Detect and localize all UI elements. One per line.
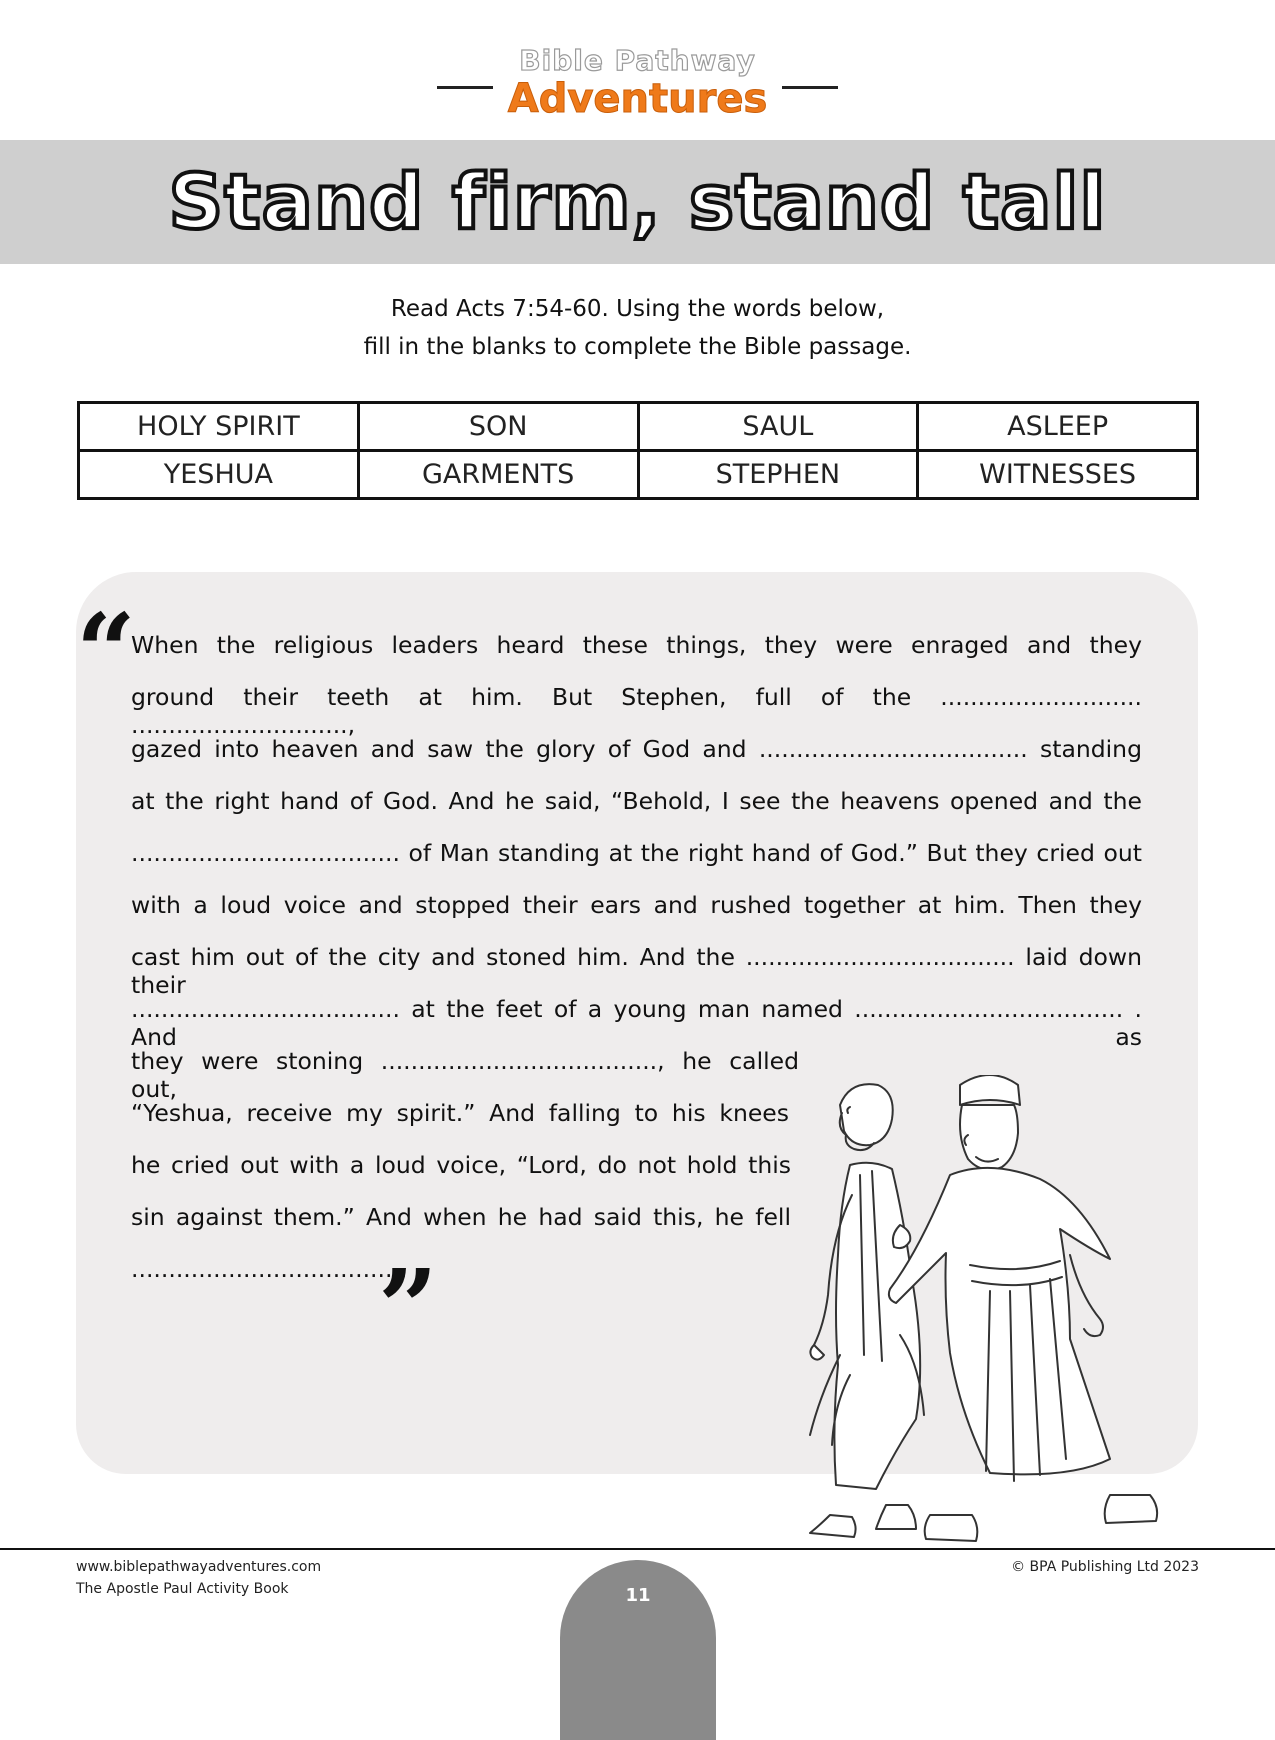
word-bank-cell: SON [358,403,638,451]
word-bank-table [77,401,1199,500]
close-quote-mark: ” [378,1246,438,1369]
passage-line: ground their teeth at him. But Stephen, full of the ........................... ............................., [131,683,1142,739]
passage-line: .................................... of Man standing at the right hand of God.” But they cried out [131,839,1142,867]
logo-main-text: Adventures [507,76,768,122]
footer-book-title: The Apostle Paul Activity Book [76,1581,289,1597]
footer-rule [0,1548,1275,1550]
instructions-line-2: fill in the blanks to complete the Bible passage. [363,334,912,360]
instructions [0,290,1275,366]
instructions-line-1: Read Acts 7:54-60. Using the words below, [390,296,885,322]
page-title: Stand firm, stand tall [168,157,1107,246]
passage-line: at the right hand of God. And he said, “Behold, I see the heavens opened and the [131,787,1142,815]
passage-line: with a loud voice and stopped their ears and rushed together at him. Then they [131,891,1142,919]
word-bank-cell: GARMENTS [358,451,638,499]
footer-copyright: © BPA Publishing Ltd 2023 [1011,1559,1199,1575]
passage-line: ..................................... . [131,1255,423,1283]
passage-line: .................................... at the feet of a young man named .................................... . And as [131,995,1142,1051]
word-bank-row [79,403,1198,451]
saul-figure-icon [889,1075,1157,1541]
footer-website[interactable]: www.biblepathwayadventures.com [76,1559,322,1575]
word-bank-cell: WITNESSES [918,451,1198,499]
passage-line: “Yeshua, receive my spirit.” And falling to his knees [131,1099,789,1127]
page-number: 11 [625,1585,651,1606]
footer-left [76,1556,321,1600]
logo-top-text: Bible Pathway [519,44,756,77]
passage-line: gazed into heaven and saw the glory of God and .................................... standing [131,735,1142,763]
passage-line: sin against them.” And when he had said this, he fell [131,1203,791,1231]
publisher-logo [0,38,1275,128]
word-bank-cell: STEPHEN [638,451,918,499]
word-bank-cell: HOLY SPIRIT [79,403,359,451]
passage-line: they were stoning ....................................., he called out, [131,1047,799,1103]
stephen-figure-icon [810,1084,924,1537]
word-bank-cell: SAUL [638,403,918,451]
word-bank-cell: YESHUA [79,451,359,499]
word-bank-row [79,451,1198,499]
stephen-and-saul-illustration [800,1075,1180,1545]
passage-line: cast him out of the city and stoned him. And the .................................... laid down their [131,943,1142,999]
title-band [0,140,1275,264]
open-quote-mark: “ [76,590,136,713]
passage-line: When the religious leaders heard these things, they were enraged and they [131,631,1142,659]
word-bank-cell: ASLEEP [918,403,1198,451]
passage-line: he cried out with a loud voice, “Lord, do not hold this [131,1151,791,1179]
